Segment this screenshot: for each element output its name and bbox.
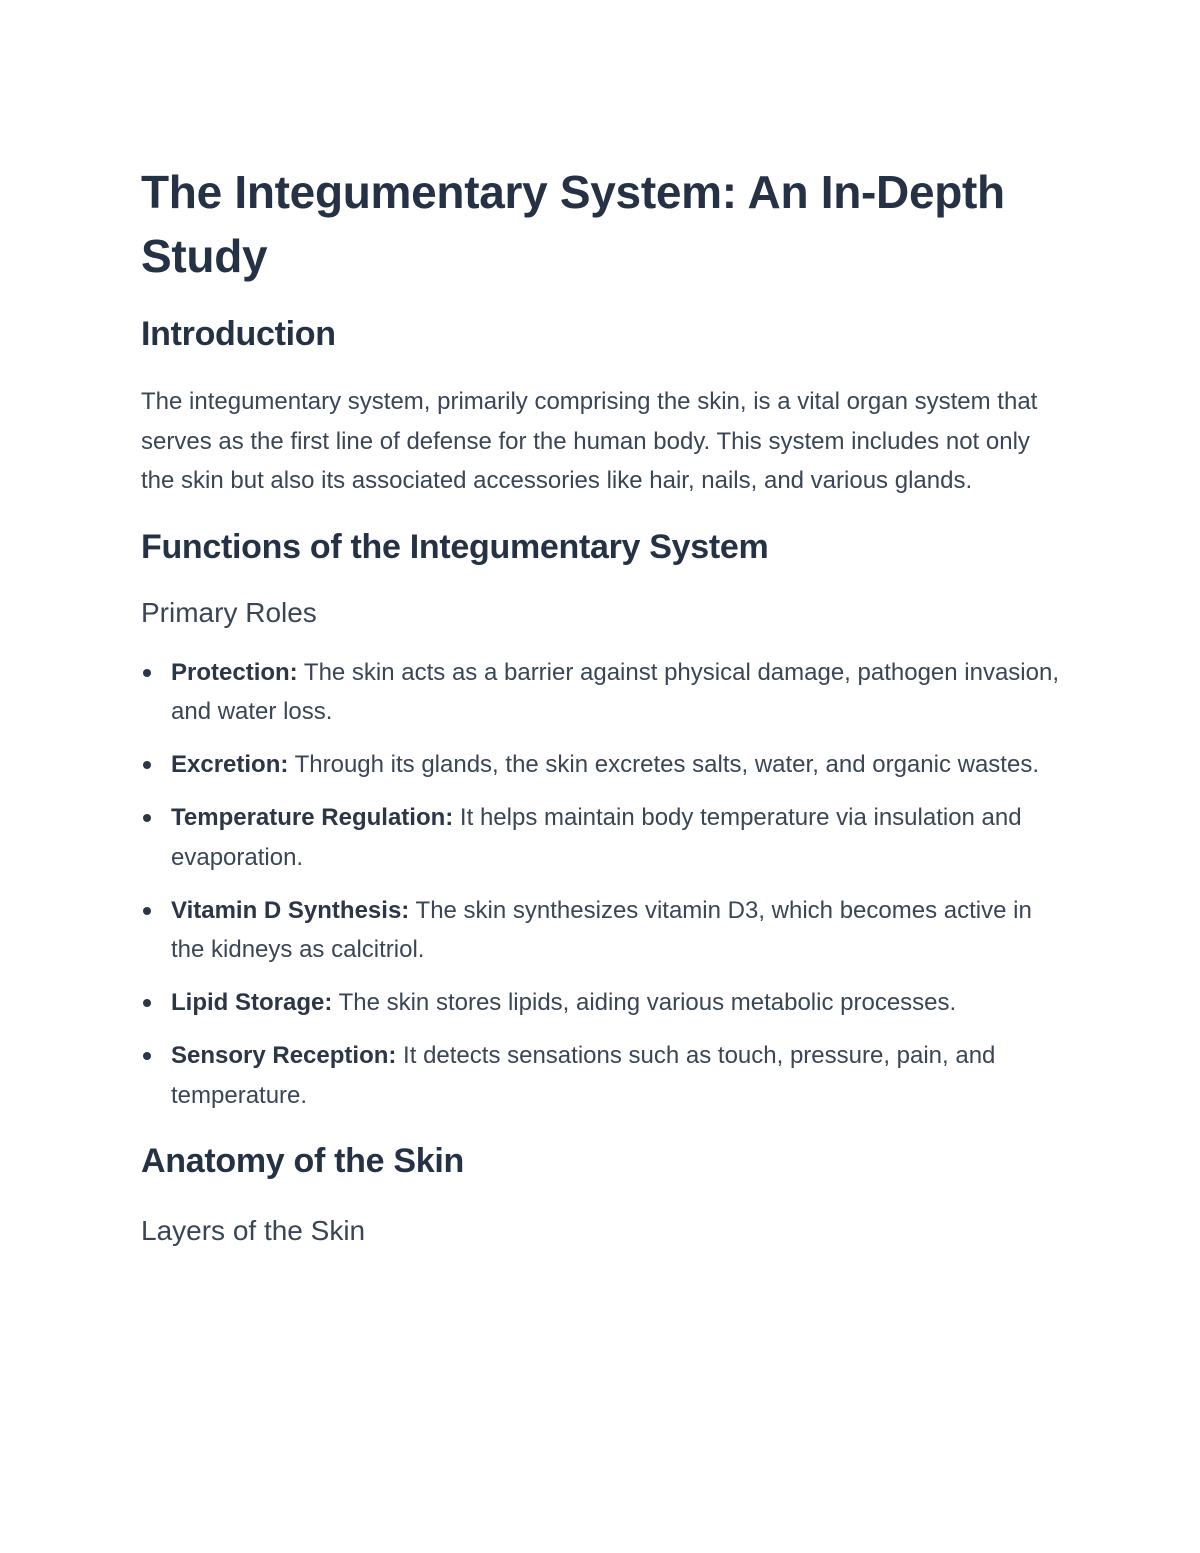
list-item-term: Protection:: [171, 658, 298, 686]
bullet-icon: [143, 907, 151, 915]
list-item-term: Sensory Reception:: [171, 1042, 397, 1069]
list-item-text: Through its glands, the skin excretes salts, water, and organic wastes.: [288, 751, 1039, 778]
list-item-text: The skin acts as a barrier against physical damage, pathogen invasion, and water loss.: [171, 658, 1060, 725]
bullet-icon: [143, 999, 151, 1007]
list-item: [141, 745, 1061, 785]
bullet-icon: [143, 814, 151, 822]
bullet-icon: [143, 669, 151, 677]
list-item: [141, 1036, 1061, 1115]
anatomy-heading: Anatomy of the Skin: [141, 1142, 464, 1180]
list-item: [141, 798, 1061, 877]
list-item: [141, 653, 1061, 732]
list-item-text: The skin stores lipids, aiding various metabolic processes.: [332, 989, 957, 1016]
list-item-term: Excretion:: [171, 751, 289, 778]
introduction-paragraph: The integumentary system, primarily comprising the skin, is a vital organ system that serves as the first line of defense for the human body. This system includes not only the skin but also its associated accessories like hair, nails, and various glands.: [141, 388, 1038, 494]
list-item-term: Temperature Regulation:: [171, 804, 454, 831]
primary-roles-subheading: Primary Roles: [141, 596, 317, 628]
bullet-icon: [143, 1052, 151, 1060]
list-item: [141, 891, 1061, 970]
primary-roles-list: [141, 653, 1061, 1116]
bullet-icon: [143, 761, 151, 769]
introduction-heading: Introduction: [141, 315, 336, 353]
functions-heading: Functions of the Integumentary System: [141, 527, 769, 566]
layers-subheading: Layers of the Skin: [141, 1215, 366, 1246]
list-item-term: Vitamin D Synthesis:: [171, 896, 410, 924]
list-item: [141, 983, 1061, 1023]
list-item-text: The skin synthesizes vitamin D3, which becomes active in the kidneys as calcitriol.: [171, 896, 1032, 963]
document-page: [141, 160, 1061, 1249]
list-item-term: Lipid Storage:: [171, 989, 333, 1016]
list-item-text: It helps maintain body temperature via insulation and evaporation.: [171, 804, 1022, 871]
document-title: The Integumentary System: An In-Depth Study: [141, 166, 1005, 282]
list-item-text: It detects sensations such as touch, pressure, pain, and temperature.: [171, 1042, 996, 1109]
